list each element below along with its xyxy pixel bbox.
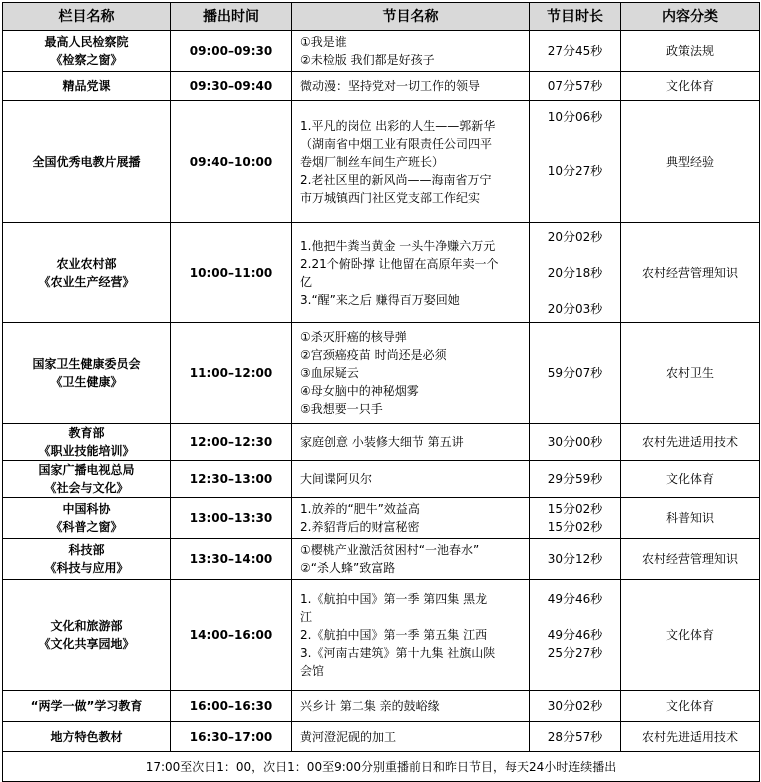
table-row: [3, 539, 760, 580]
program-name-cell: [292, 580, 530, 691]
program-line: 1.平凡的岗位 出彩的人生——郭新华: [300, 118, 496, 133]
program-name-cell: [292, 722, 530, 752]
table-row: [3, 722, 760, 752]
table-row: [3, 580, 760, 691]
air-time-cell: 16:30–17:00: [171, 722, 292, 752]
duration-cell: [530, 424, 621, 461]
program-line: ④母女脑中的神秘烟雾: [300, 384, 419, 398]
column-name-line: 《检察之窗》: [50, 53, 123, 67]
air-time-cell: 13:00–13:30: [171, 498, 292, 539]
duration-line: 30分00秒: [547, 435, 603, 449]
program-name-cell: [292, 101, 530, 223]
program-name-cell: [292, 223, 530, 323]
duration-line: 20分02秒: [547, 229, 603, 244]
program-name-cell: [292, 72, 530, 101]
air-time-cell: 13:30–14:00: [171, 539, 292, 580]
program-name-cell: [292, 323, 530, 424]
duration-line: 28分57秒: [547, 729, 603, 744]
table-row: [3, 223, 760, 323]
duration-cell: [530, 461, 621, 498]
duration-cell: [530, 223, 621, 323]
column-name-cell: [3, 101, 171, 223]
program-name-cell: [292, 539, 530, 580]
category-cell: 农村经营管理知识: [621, 539, 760, 580]
table-row: [3, 323, 760, 424]
column-name-line: 中国科协: [62, 502, 111, 516]
header-row: [3, 3, 760, 31]
duration-cell: [530, 31, 621, 72]
air-time-cell: 09:00–09:30: [171, 31, 292, 72]
program-line: ②未检版 我们都是好孩子: [300, 53, 435, 67]
duration-cell: [530, 691, 621, 722]
program-line: ②宫颈癌疫苗 时尚还是必须: [300, 348, 447, 362]
table-row: [3, 101, 760, 223]
program-name-cell: [292, 461, 530, 498]
column-name-line: 教育部: [68, 426, 105, 440]
air-time-cell: 10:00–11:00: [171, 223, 292, 323]
column-name-cell: [3, 424, 171, 461]
column-name-cell: [3, 580, 171, 691]
program-line: 微动漫：坚持党对一切工作的领导: [300, 79, 481, 93]
category-cell: 农村先进适用技术: [621, 722, 760, 752]
duration-line: [534, 662, 616, 680]
column-name-line: 最高人民检察院: [44, 35, 129, 49]
program-line: 1.《航拍中国》第一季 第四集 黑龙: [300, 592, 488, 606]
program-line: 3.“醒”来之后 赚得百万娶回她: [300, 292, 460, 307]
category-cell: 文化体育: [621, 72, 760, 101]
program-name-cell: [292, 31, 530, 72]
duration-line: [534, 126, 616, 144]
duration-line: [534, 198, 616, 216]
column-name-cell: [3, 72, 171, 101]
program-line: 卷烟厂制丝车间生产班长）: [300, 154, 445, 169]
header-program-name: 节目名称: [292, 3, 530, 31]
program-line: 亿: [300, 274, 313, 289]
duration-cell: [530, 722, 621, 752]
air-time-cell: 14:00–16:00: [171, 580, 292, 691]
duration-line: 49分46秒: [547, 628, 603, 642]
program-line: ①我是谁: [300, 35, 347, 49]
air-time-cell: 09:30–09:40: [171, 72, 292, 101]
air-time-cell: 12:30–13:00: [171, 461, 292, 498]
duration-line: 07分57秒: [547, 79, 603, 93]
category-cell: 文化体育: [621, 461, 760, 498]
duration-line: 15分02秒: [547, 502, 603, 516]
duration-cell: [530, 72, 621, 101]
program-line: 大间谍阿贝尔: [300, 472, 373, 486]
column-name-cell: [3, 31, 171, 72]
program-line: （湖南省中烟工业有限责任公司四平: [300, 136, 493, 151]
program-line: 2.21个俯卧撑 让他留在高原年卖一个: [300, 256, 499, 271]
category-cell: 文化体育: [621, 691, 760, 722]
column-name-line: 地方特色教材: [50, 729, 123, 744]
duration-line: 29分59秒: [547, 472, 603, 486]
column-name-cell: [3, 498, 171, 539]
footer-note: 17:00至次日1：00，次日1：00至9:00分别重播前日和昨日节目，每天24小时连续播出: [3, 752, 760, 782]
program-name-cell: [292, 691, 530, 722]
duration-line: 20分03秒: [547, 301, 603, 316]
duration-line: [534, 180, 616, 198]
column-name-cell: [3, 323, 171, 424]
program-line: ②“杀人蜂”致富路: [300, 561, 396, 575]
program-line: 家庭创意 小装修大细节 第五讲: [300, 435, 464, 449]
table-row: [3, 72, 760, 101]
duration-line: 25分27秒: [547, 646, 603, 660]
program-line: 2.《航拍中国》第一季 第五集 江西: [300, 628, 488, 642]
category-cell: 典型经验: [621, 101, 760, 223]
duration-line: 49分46秒: [547, 592, 603, 606]
column-name-line: 《文化共享园地》: [38, 637, 135, 651]
column-name-line: 科技部: [68, 543, 105, 557]
table-row: [3, 424, 760, 461]
column-name-line: “两学一做”学习教育: [30, 699, 143, 713]
program-line: 1.放养的“肥牛”效益高: [300, 502, 420, 516]
table-row: [3, 461, 760, 498]
column-name-line: 《社会与文化》: [44, 481, 129, 495]
header-column-name: 栏目名称: [3, 3, 171, 31]
table-row: [3, 691, 760, 722]
program-line: ①杀灭肝癌的核导弹: [300, 330, 407, 344]
duration-cell: [530, 498, 621, 539]
column-name-line: 《卫生健康》: [50, 375, 123, 389]
duration-line: [534, 608, 616, 626]
duration-line: 10分27秒: [547, 163, 603, 178]
program-line: ⑤我想要一只手: [300, 402, 383, 416]
program-line: 会馆: [300, 664, 325, 678]
column-name-line: 精品党课: [62, 79, 111, 93]
column-name-line: 农业农村部: [56, 256, 117, 271]
column-name-cell: [3, 223, 171, 323]
column-name-line: 《科技与应用》: [44, 561, 129, 575]
category-cell: 科普知识: [621, 498, 760, 539]
duration-cell: [530, 580, 621, 691]
program-line: ①樱桃产业激活贫困村“一池春水”: [300, 543, 480, 557]
program-line: 3.《河南古建筑》第十九集 社旗山陕: [300, 646, 496, 660]
duration-line: [534, 282, 616, 300]
category-cell: 农村先进适用技术: [621, 424, 760, 461]
duration-line: 15分02秒: [547, 520, 603, 534]
column-name-line: 《职业技能培训》: [38, 444, 135, 458]
program-line: 2.老社区里的新风尚——海南省万宁: [300, 172, 492, 187]
duration-cell: [530, 323, 621, 424]
air-time-cell: 16:00–16:30: [171, 691, 292, 722]
program-line: 江: [300, 610, 313, 624]
column-name-cell: [3, 461, 171, 498]
column-name-line: 《农业生产经营》: [38, 274, 135, 289]
column-name-line: 文化和旅游部: [50, 619, 123, 633]
duration-line: [534, 246, 616, 264]
duration-line: 59分07秒: [547, 366, 603, 380]
program-line: 兴乡计 第二集 亲的鼓峪缘: [300, 699, 440, 713]
program-line: 市万城镇西门社区党支部工作纪实: [300, 190, 481, 205]
duration-line: 30分12秒: [547, 552, 603, 566]
category-cell: 政策法规: [621, 31, 760, 72]
air-time-cell: 09:40–10:00: [171, 101, 292, 223]
duration-cell: [530, 101, 621, 223]
program-name-cell: [292, 424, 530, 461]
column-name-cell: [3, 539, 171, 580]
duration-line: 20分18秒: [547, 265, 603, 280]
column-name-line: 国家卫生健康委员会: [32, 357, 141, 371]
column-name-line: 《科普之窗》: [50, 520, 123, 534]
header-category: 内容分类: [621, 3, 760, 31]
category-cell: 农村经营管理知识: [621, 223, 760, 323]
column-name-cell: [3, 691, 171, 722]
program-name-cell: [292, 498, 530, 539]
duration-line: 30分02秒: [547, 699, 603, 713]
duration-line: [534, 144, 616, 162]
column-name-line: 国家广播电视总局: [38, 463, 135, 477]
duration-line: 10分06秒: [547, 109, 603, 124]
air-time-cell: 12:00–12:30: [171, 424, 292, 461]
column-name-line: 全国优秀电教片展播: [32, 154, 141, 169]
header-air-time: 播出时间: [171, 3, 292, 31]
schedule-table: [2, 2, 760, 782]
air-time-cell: 11:00–12:00: [171, 323, 292, 424]
table-row: [3, 31, 760, 72]
duration-line: 27分45秒: [547, 44, 603, 58]
category-cell: 文化体育: [621, 580, 760, 691]
header-duration: 节目时长: [530, 3, 621, 31]
table-row: [3, 498, 760, 539]
program-line: ③血尿疑云: [300, 366, 359, 380]
category-cell: 农村卫生: [621, 323, 760, 424]
program-line: 2.养貂背后的财富秘密: [300, 520, 420, 534]
program-line: 黄河澄泥砚的加工: [300, 729, 397, 744]
program-line: 1.他把牛粪当黄金 一头牛净赚六万元: [300, 238, 496, 253]
column-name-cell: [3, 722, 171, 752]
duration-cell: [530, 539, 621, 580]
